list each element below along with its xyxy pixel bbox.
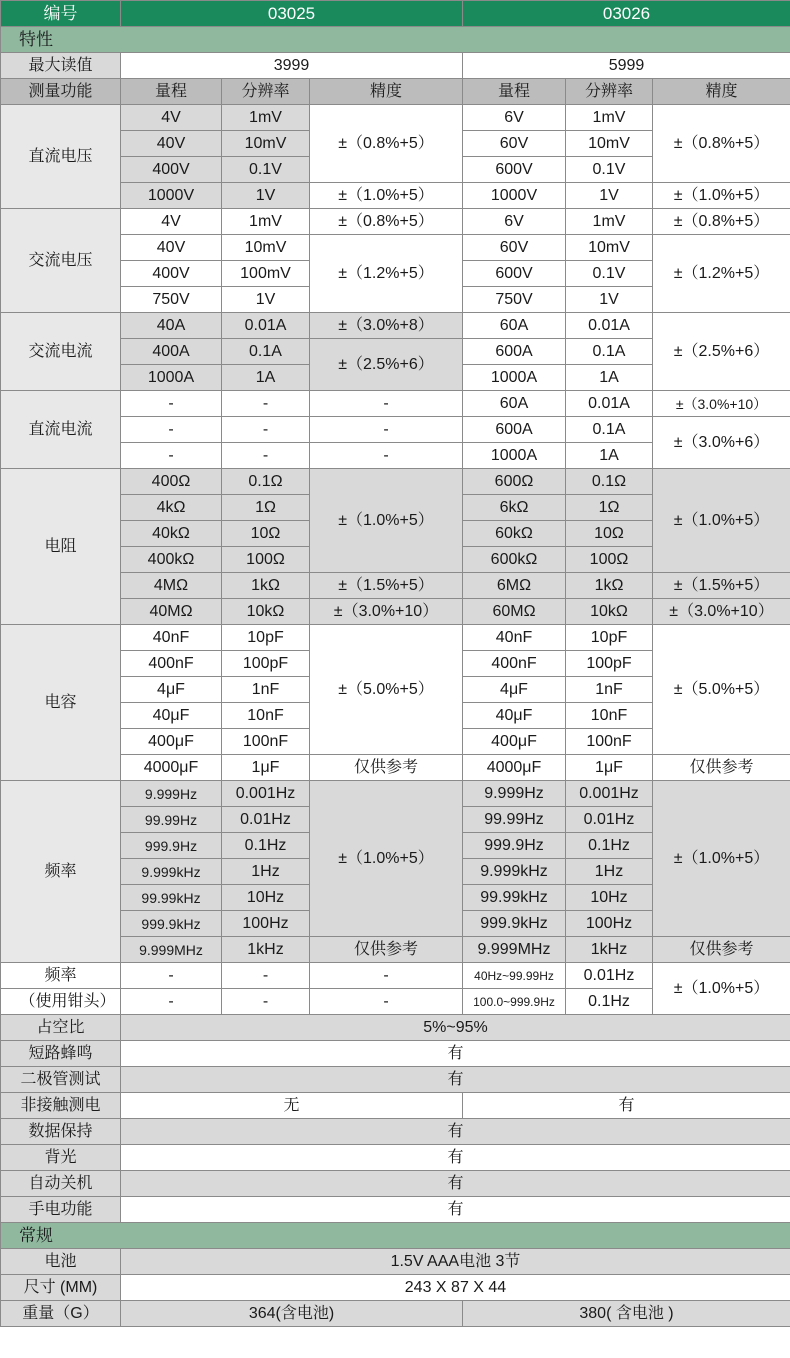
aca-label: 交流电流 [1,313,121,391]
cap-b-range: 40μF [463,703,566,729]
dca-b-acc: ±（3.0%+10） [653,391,790,417]
battery-label: 电池 [1,1249,121,1275]
cap-b-acc: 仅供参考 [653,755,790,781]
res-b-acc: ±（3.0%+10） [653,599,790,625]
size-value: 243 X 87 X 44 [121,1275,790,1301]
dcv-a-res: 1mV [222,105,310,131]
freq-a-res: 10Hz [222,885,310,911]
cap-b-res: 100pF [566,651,653,677]
dca-a-acc: - [310,443,463,469]
max-reading-label: 最大读值 [1,53,121,79]
freq-a-range: 999.9Hz [121,833,222,859]
dca-a-acc: - [310,391,463,417]
res-b-range: 60kΩ [463,521,566,547]
column-header-row [1,79,790,105]
freq-label: 频率 [1,781,121,963]
backlight-label: 背光 [1,1145,121,1171]
diode-label: 二极管测试 [1,1067,121,1093]
freq-b-res: 0.1Hz [566,833,653,859]
acv-b-res: 10mV [566,235,653,261]
header-label: 编号 [1,1,121,27]
dca-b-range: 1000A [463,443,566,469]
dca-b-acc: ±（3.0%+6） [653,417,790,469]
hold-value: 有 [121,1119,790,1145]
freq-clamp-b-res: 0.01Hz [566,963,653,989]
freq-b-res: 10Hz [566,885,653,911]
acv-a-acc: ±（1.2%+5） [310,235,463,313]
freq-b-acc: ±（1.0%+5） [653,781,790,937]
aca-a-acc: ±（2.5%+6） [310,339,463,391]
res-label: 电阻 [1,469,121,625]
cap-label: 电容 [1,625,121,781]
freq-clamp-a-res: - [222,989,310,1015]
acv-b-res: 1V [566,287,653,313]
freq-a-range: 9.999MHz [121,937,222,963]
cap-a-range: 4μF [121,677,222,703]
acv-a-res: 1mV [222,209,310,235]
freq-a-range: 9.999kHz [121,859,222,885]
res-b-range: 6MΩ [463,573,566,599]
cap-a-acc: ±（5.0%+5） [310,625,463,755]
freq-clamp-a-acc: - [310,963,463,989]
freq-a-res: 0.001Hz [222,781,310,807]
freq-clamp-a-range: - [121,989,222,1015]
table-row [1,469,790,495]
dca-label: 直流电流 [1,391,121,469]
table-row [1,391,790,417]
dca-a-acc: - [310,417,463,443]
res-a-acc: ±（1.5%+5） [310,573,463,599]
freq-clamp-b-res: 0.1Hz [566,989,653,1015]
table-row [1,963,790,989]
flashlight-value: 有 [121,1197,790,1223]
acv-a-range: 40V [121,235,222,261]
freq-b-res: 100Hz [566,911,653,937]
res-a-range: 40kΩ [121,521,222,547]
dcv-a-res: 1V [222,183,310,209]
aca-a-acc: ±（3.0%+8） [310,313,463,339]
dcv-b-range: 1000V [463,183,566,209]
section-general-row [1,1223,790,1249]
auto-off-value: 有 [121,1171,790,1197]
res-b-res: 1kΩ [566,573,653,599]
table-row [1,1171,790,1197]
duty-label: 占空比 [1,1015,121,1041]
section-features-row [1,27,790,53]
table-row [1,1015,790,1041]
aca-a-range: 40A [121,313,222,339]
cap-b-range: 400μF [463,729,566,755]
dca-b-res: 0.1A [566,417,653,443]
weight-b: 380( 含电池 ) [463,1301,790,1327]
dca-a-res: - [222,443,310,469]
dca-a-range: - [121,417,222,443]
res-a-res: 1Ω [222,495,310,521]
cap-b-range: 4000μF [463,755,566,781]
freq-a-res: 1kHz [222,937,310,963]
res-a-res: 10Ω [222,521,310,547]
cap-b-acc: ±（5.0%+5） [653,625,790,755]
cap-a-res: 10pF [222,625,310,651]
acv-b-res: 1mV [566,209,653,235]
aca-b-res: 0.01A [566,313,653,339]
freq-b-res: 0.01Hz [566,807,653,833]
freq-b-range: 99.99Hz [463,807,566,833]
cap-b-res: 100nF [566,729,653,755]
cap-a-range: 40nF [121,625,222,651]
dca-b-res: 0.01A [566,391,653,417]
buzzer-value: 有 [121,1041,790,1067]
freq-a-range: 9.999Hz [121,781,222,807]
dcv-a-range: 1000V [121,183,222,209]
freq-a-res: 1Hz [222,859,310,885]
table-row [1,1275,790,1301]
col-range-b: 量程 [463,79,566,105]
dcv-b-res: 1V [566,183,653,209]
dcv-a-range: 4V [121,105,222,131]
freq-clamp-a-res: - [222,963,310,989]
header-row [1,1,790,27]
dcv-label: 直流电压 [1,105,121,209]
freq-clamp-b-range: 100.0~999.9Hz [463,989,566,1015]
cap-b-range: 4μF [463,677,566,703]
table-row [1,313,790,339]
freq-b-range: 9.999MHz [463,937,566,963]
table-row [1,1145,790,1171]
cap-b-range: 40nF [463,625,566,651]
cap-a-acc: 仅供参考 [310,755,463,781]
freq-a-res: 100Hz [222,911,310,937]
freq-b-range: 9.999Hz [463,781,566,807]
dcv-a-acc: ±（0.8%+5） [310,105,463,183]
aca-a-res: 0.01A [222,313,310,339]
cap-a-range: 40μF [121,703,222,729]
col-resolution-b: 分辨率 [566,79,653,105]
dca-a-res: - [222,391,310,417]
weight-a: 364(含电池) [121,1301,463,1327]
aca-b-res: 0.1A [566,339,653,365]
res-b-res: 10Ω [566,521,653,547]
cap-a-res: 1μF [222,755,310,781]
freq-clamp-b-range: 40Hz~99.99Hz [463,963,566,989]
table-row [1,1093,790,1119]
cap-b-res: 1μF [566,755,653,781]
res-b-res: 1Ω [566,495,653,521]
freq-b-res: 1Hz [566,859,653,885]
dca-a-res: - [222,417,310,443]
freq-b-range: 99.99kHz [463,885,566,911]
freq-b-range: 9.999kHz [463,859,566,885]
cap-b-range: 400nF [463,651,566,677]
res-a-range: 40MΩ [121,599,222,625]
freq-a-range: 999.9kHz [121,911,222,937]
cap-a-res: 1nF [222,677,310,703]
freq-b-range: 999.9Hz [463,833,566,859]
acv-b-range: 750V [463,287,566,313]
aca-b-range: 600A [463,339,566,365]
res-b-acc: ±（1.5%+5） [653,573,790,599]
backlight-value: 有 [121,1145,790,1171]
acv-a-range: 750V [121,287,222,313]
freq-a-range: 99.99kHz [121,885,222,911]
dcv-b-res: 10mV [566,131,653,157]
res-b-range: 60MΩ [463,599,566,625]
table-row [1,1301,790,1327]
table-row [1,209,790,235]
aca-b-acc: ±（2.5%+6） [653,313,790,391]
col-range-a: 量程 [121,79,222,105]
cap-b-res: 10nF [566,703,653,729]
freq-a-acc: 仅供参考 [310,937,463,963]
freq-b-range: 999.9kHz [463,911,566,937]
freq-a-res: 0.1Hz [222,833,310,859]
cap-a-res: 100pF [222,651,310,677]
res-a-res: 10kΩ [222,599,310,625]
freq-b-res: 1kHz [566,937,653,963]
max-reading-row [1,53,790,79]
res-a-res: 0.1Ω [222,469,310,495]
hold-label: 数据保持 [1,1119,121,1145]
acv-b-range: 60V [463,235,566,261]
acv-a-res: 1V [222,287,310,313]
col-accuracy-a: 精度 [310,79,463,105]
acv-a-range: 400V [121,261,222,287]
dcv-a-acc: ±（1.0%+5） [310,183,463,209]
section-general: 常规 [1,1223,790,1249]
cap-b-res: 1nF [566,677,653,703]
cap-b-res: 10pF [566,625,653,651]
aca-a-res: 0.1A [222,339,310,365]
table-row [1,625,790,651]
size-label: 尺寸 (MM) [1,1275,121,1301]
dcv-a-range: 400V [121,157,222,183]
acv-b-res: 0.1V [566,261,653,287]
dcv-a-res: 0.1V [222,157,310,183]
freq-b-acc: 仅供参考 [653,937,790,963]
res-b-res: 10kΩ [566,599,653,625]
freq-clamp-label-1: 频率 [1,963,121,989]
battery-value: 1.5V AAA电池 3节 [121,1249,790,1275]
dca-a-range: - [121,391,222,417]
res-a-acc: ±（3.0%+10） [310,599,463,625]
aca-b-range: 1000A [463,365,566,391]
res-a-acc: ±（1.0%+5） [310,469,463,573]
table-row [1,105,790,131]
acv-label: 交流电压 [1,209,121,313]
acv-b-acc: ±（1.2%+5） [653,235,790,313]
freq-clamp-b-acc: ±（1.0%+5） [653,963,790,1015]
res-a-range: 4kΩ [121,495,222,521]
table-row [1,1197,790,1223]
aca-b-range: 60A [463,313,566,339]
res-b-range: 600kΩ [463,547,566,573]
acv-a-res: 10mV [222,235,310,261]
table-row [1,1041,790,1067]
dca-b-res: 1A [566,443,653,469]
dca-b-range: 600A [463,417,566,443]
dca-b-range: 60A [463,391,566,417]
acv-b-acc: ±（0.8%+5） [653,209,790,235]
aca-a-range: 1000A [121,365,222,391]
res-b-range: 6kΩ [463,495,566,521]
res-b-res: 100Ω [566,547,653,573]
model-b-title: 03026 [463,1,790,27]
weight-label: 重量（G） [1,1301,121,1327]
res-a-range: 4MΩ [121,573,222,599]
acv-a-acc: ±（0.8%+5） [310,209,463,235]
res-b-acc: ±（1.0%+5） [653,469,790,573]
res-a-res: 100Ω [222,547,310,573]
res-a-range: 400Ω [121,469,222,495]
aca-a-range: 400A [121,339,222,365]
aca-a-res: 1A [222,365,310,391]
col-resolution-a: 分辨率 [222,79,310,105]
cap-a-range: 4000μF [121,755,222,781]
auto-off-label: 自动关机 [1,1171,121,1197]
freq-a-range: 99.99Hz [121,807,222,833]
res-a-res: 1kΩ [222,573,310,599]
freq-b-res: 0.001Hz [566,781,653,807]
col-accuracy-b: 精度 [653,79,790,105]
acv-b-range: 600V [463,261,566,287]
table-row [1,1119,790,1145]
table-row [1,1067,790,1093]
cap-a-range: 400μF [121,729,222,755]
ncv-a: 无 [121,1093,463,1119]
dcv-b-res: 0.1V [566,157,653,183]
freq-clamp-label-2: （使用钳头） [1,989,121,1015]
dcv-b-acc: ±（0.8%+5） [653,105,790,183]
dcv-a-res: 10mV [222,131,310,157]
col-function: 测量功能 [1,79,121,105]
flashlight-label: 手电功能 [1,1197,121,1223]
dcv-b-range: 6V [463,105,566,131]
ncv-b: 有 [463,1093,790,1119]
res-a-range: 400kΩ [121,547,222,573]
model-a-title: 03025 [121,1,463,27]
ncv-label: 非接触测电 [1,1093,121,1119]
acv-b-range: 6V [463,209,566,235]
cap-a-res: 10nF [222,703,310,729]
max-reading-b: 5999 [463,53,790,79]
dcv-b-range: 600V [463,157,566,183]
aca-b-res: 1A [566,365,653,391]
duty-value: 5%~95% [121,1015,790,1041]
acv-a-res: 100mV [222,261,310,287]
dcv-b-acc: ±（1.0%+5） [653,183,790,209]
acv-a-range: 4V [121,209,222,235]
cap-a-res: 100nF [222,729,310,755]
freq-clamp-a-range: - [121,963,222,989]
dcv-b-range: 60V [463,131,566,157]
max-reading-a: 3999 [121,53,463,79]
table-row [1,1249,790,1275]
cap-a-range: 400nF [121,651,222,677]
freq-a-acc: ±（1.0%+5） [310,781,463,937]
diode-value: 有 [121,1067,790,1093]
freq-clamp-a-acc: - [310,989,463,1015]
freq-a-res: 0.01Hz [222,807,310,833]
dcv-b-res: 1mV [566,105,653,131]
res-b-range: 600Ω [463,469,566,495]
dcv-a-range: 40V [121,131,222,157]
table-row [1,781,790,807]
res-b-res: 0.1Ω [566,469,653,495]
section-features: 特性 [1,27,790,53]
dca-a-range: - [121,443,222,469]
buzzer-label: 短路蜂鸣 [1,1041,121,1067]
